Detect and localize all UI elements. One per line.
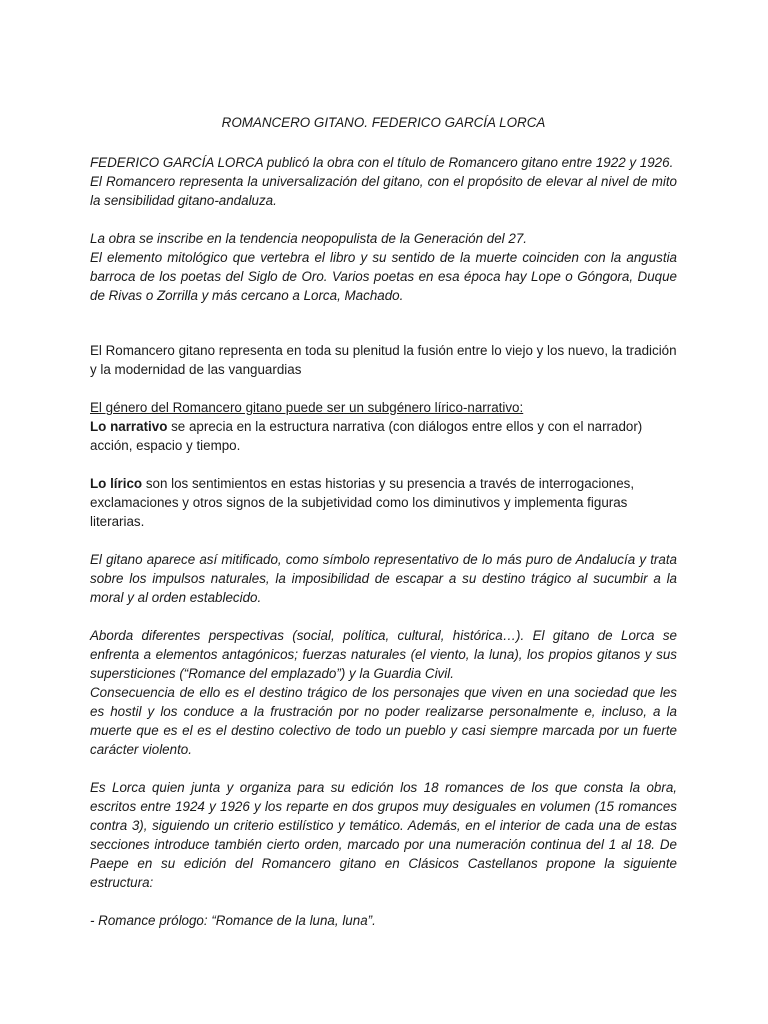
lyric-term: Lo lírico	[90, 476, 143, 491]
genre-heading: El género del Romancero gitano puede ser un subgénero lírico-narrativo:	[90, 400, 524, 415]
spacer	[90, 379, 677, 398]
paragraph-fusion: El Romancero gitano representa en toda su plenitud la fusión entre lo viejo y los nuevo, la tradición y la modernidad de las vanguardias	[90, 343, 677, 377]
lyric-text: son los sentimientos en estas historias y su presencia a través de interrogaciones, exclamaciones y otros signos de la subjetividad como los diminutivos y implementa figuras literarias.	[90, 476, 635, 529]
list-item-prologue: - Romance prólogo: “Romance de la luna, luna”.	[90, 913, 376, 928]
spacer	[90, 305, 677, 341]
paragraph-narrative	[90, 417, 677, 455]
spacer	[90, 892, 677, 911]
narrative-text: se aprecia en la estructura narrativa (con diálogos entre ellos y con el narrador) acción, espacio y tiempo.	[90, 419, 643, 453]
paragraph-mythified-gypsy: El gitano aparece así mitificado, como símbolo representativo de lo más puro de Andalucía y trata sobre los impulsos naturales, la imposibilidad de escapar a su destino trágico al sucumbir a la moral y al orden establecido.	[90, 552, 677, 605]
paragraph-lyric	[90, 474, 677, 531]
spacer	[90, 455, 677, 474]
paragraph-generation-line2: El elemento mitológico que vertebra el libro y su sentido de la muerte coinciden con la angustia barroca de los poetas del Siglo de Oro. Varios poetas en esa época hay Lope o Góngora, Duque de Rivas o Zorrilla y más cercano a Lorca, Machado.	[90, 250, 677, 303]
spacer	[90, 759, 677, 778]
paragraph-perspectives: Aborda diferentes perspectivas (social, política, cultural, histórica…). El gitano de Lorca se enfrenta a elementos antagónicos; fuerzas naturales (el viento, la luna), los propios gitanos y sus supersticiones (“Romance del emplazado”) y la Guardia Civil.	[90, 628, 677, 681]
document-title: ROMANCERO GITANO. FEDERICO GARCÍA LORCA	[221, 115, 546, 130]
paragraph-consequence: Consecuencia de ello es el destino trágico de los personajes que viven en una sociedad que les es hostil y los conduce a la frustración por no poder realizarse personalmente e, incluso, a la muerte que es el es el destino colectivo de todo un pueblo y casi siempre marcada por un fuerte carácter violento.	[90, 685, 677, 757]
paragraph-structure: Es Lorca quien junta y organiza para su edición los 18 romances de los que consta la obra, escritos entre 1924 y 1926 y los reparte en dos grupos muy desiguales en volumen (15 romances contra 3), siguiendo un criterio estilístico y temático. Además, en el interior de cada una de estas secciones introduce también cierto orden, marcado por una numeración continua del 1 al 18. De Paepe en su edición del Romancero gitano en Clásicos Castellanos propone la siguiente estructura:	[90, 780, 677, 890]
paragraph-intro-line1: FEDERICO GARCÍA LORCA publicó la obra con el título de Romancero gitano entre 1922 y 1926.	[90, 155, 674, 170]
paragraph-intro-line2: El Romancero representa la universalización del gitano, con el propósito de elevar al nivel de mito la sensibilidad gitano-andaluza.	[90, 174, 677, 208]
document-body	[90, 113, 677, 930]
spacer	[90, 210, 677, 229]
spacer	[90, 531, 677, 550]
paragraph-generation-line1: La obra se inscribe en la tendencia neopopulista de la Generación del 27.	[90, 231, 527, 246]
spacer	[90, 607, 677, 626]
narrative-term: Lo narrativo	[90, 419, 168, 434]
